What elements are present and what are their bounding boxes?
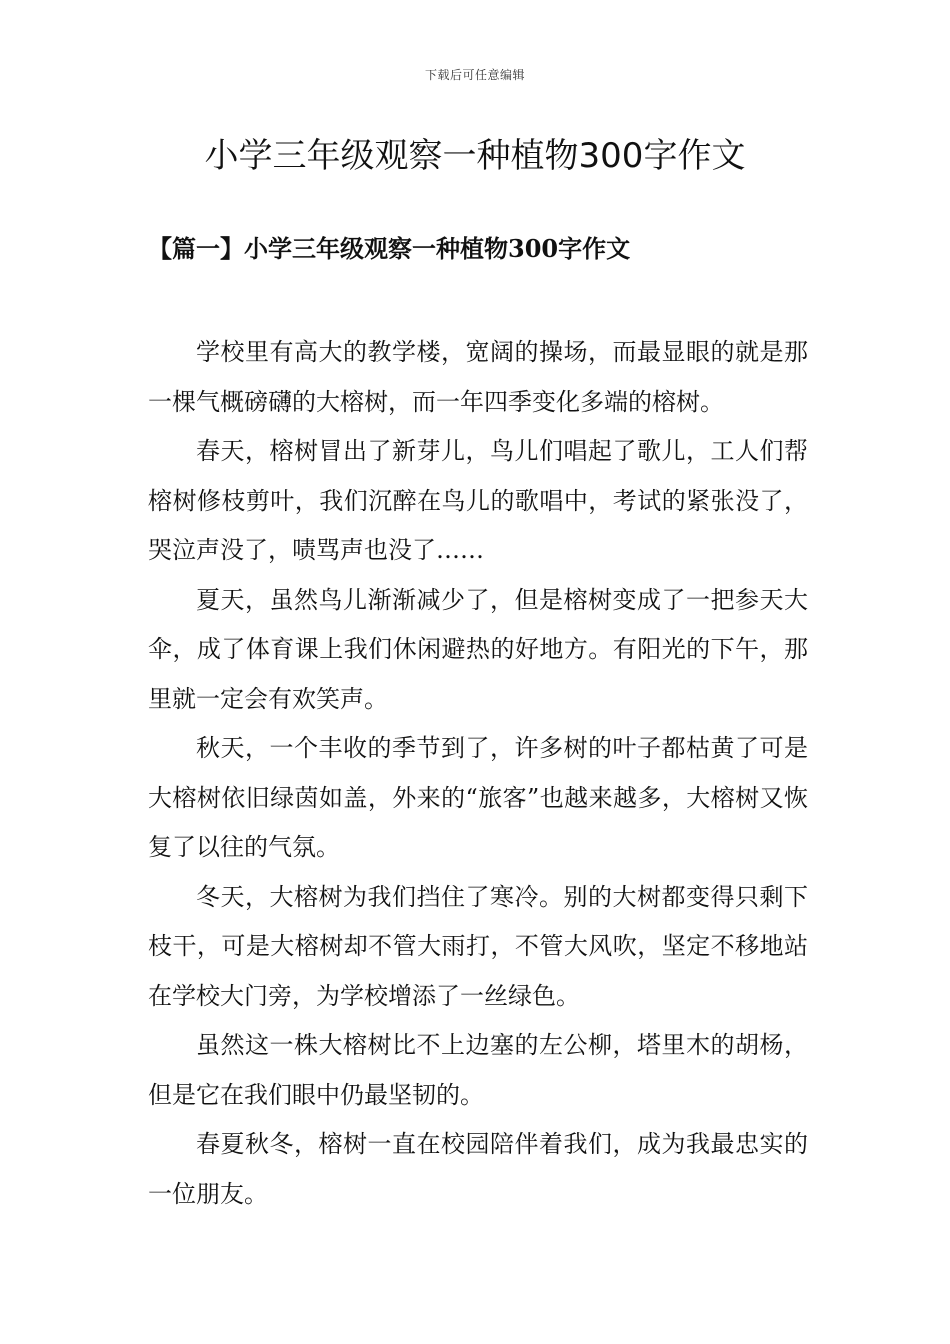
header-note: 下载后可任意编辑 bbox=[424, 68, 525, 82]
paragraph: 夏天，虽然鸟儿渐渐减少了，但是榕树变成了一把参天大伞，成了体育课上我们休闲避热的好地方。有阳光的下午，那里就一定会有欢笑声。 bbox=[148, 585, 808, 713]
paragraph: 冬天，大榕树为我们挡住了寒冷。别的大树都变得只剩下枝干，可是大榕树却不管大雨打，不管大风吹，坚定不移地站在学校大门旁，为学校增添了一丝绿色。 bbox=[148, 882, 808, 1010]
paragraph: 春天，榕树冒出了新芽儿，鸟儿们唱起了歌儿，工人们帮榕树修枝剪叶，我们沉醉在鸟儿的歌唱中，考试的紧张没了，哭泣声没了，啧骂声也没了…… bbox=[148, 437, 808, 564]
paragraph: 学校里有高大的教学楼，宽阔的操场，而最显眼的就是那一棵气概磅礴的大榕树，而一年四季变化多端的榕树。 bbox=[148, 338, 808, 416]
paragraph: 虽然这一株大榕树比不上边塞的左公柳，塔里木的胡杨，但是它在我们眼中仍最坚韧的。 bbox=[148, 1031, 808, 1109]
paragraph: 春夏秋冬，榕树一直在校园陪伴着我们，成为我最忠实的一位朋友。 bbox=[148, 1130, 808, 1208]
document-title: 小学三年级观察一种植物300字作文 bbox=[204, 136, 746, 176]
essay-body bbox=[148, 328, 808, 1219]
paragraph: 秋天，一个丰收的季节到了，许多树的叶子都枯黄了可是大榕树依旧绿茵如盖，外来的“旅客”也越来越多，大榕树又恢复了以往的气氛。 bbox=[148, 734, 808, 861]
section-heading: 【篇一】小学三年级观察一种植物300字作文 bbox=[148, 234, 631, 263]
